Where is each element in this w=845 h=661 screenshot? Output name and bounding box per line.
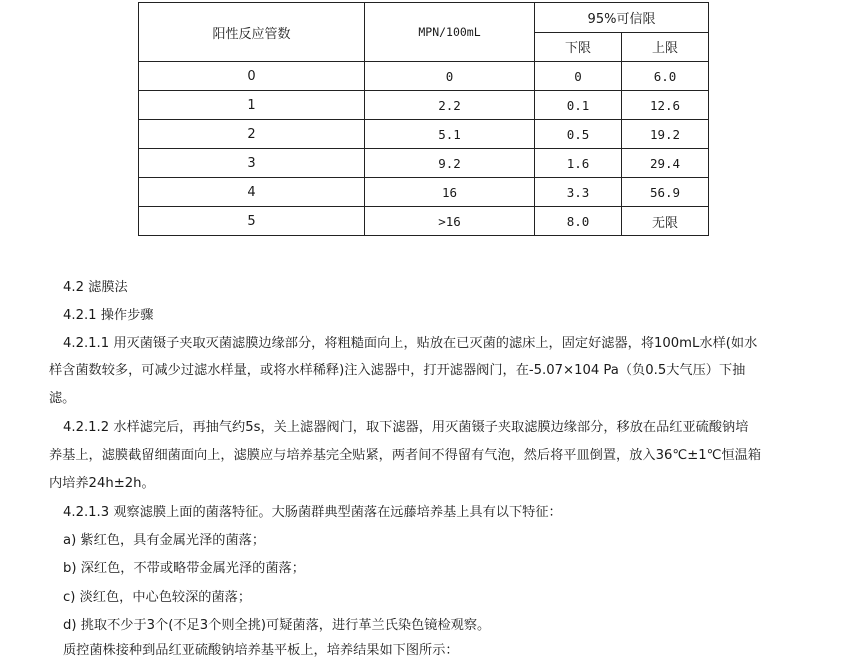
cell-lower: 0.5 xyxy=(535,120,622,149)
header-upper-limit: 上限 xyxy=(622,32,709,62)
header-positive-tubes: 阳性反应管数 xyxy=(139,3,365,62)
cell-upper: 29.4 xyxy=(622,149,709,178)
cell-upper: 56.9 xyxy=(622,178,709,207)
header-mpn: MPN/100mL xyxy=(365,3,535,62)
cell-upper: 6.0 xyxy=(622,62,709,91)
cell-lower: 1.6 xyxy=(535,149,622,178)
section-heading: 4.2 滤膜法 xyxy=(63,280,128,295)
header-lower-limit: 下限 xyxy=(535,32,622,62)
table-row xyxy=(139,62,709,91)
cell-mpn: 16 xyxy=(365,178,535,207)
list-item: d) 挑取不少于3个(不足3个则全挑)可疑菌落，进行革兰氏染色镜检观察。 xyxy=(63,618,491,633)
cell-mpn: 9.2 xyxy=(365,149,535,178)
cell-tubes: 3 xyxy=(139,149,365,178)
table-row xyxy=(139,91,709,120)
paragraph-line: 质控菌株接种到品红亚硫酸钠培养基平板上，培养结果如下图所示： xyxy=(63,643,459,658)
cell-upper: 无限 xyxy=(622,207,709,236)
paragraph-line: 养基上，滤膜截留细菌面向上，滤膜应与培养基完全贴紧，两者间不得留有气泡，然后将平皿倒置，放入36℃±1℃恒温箱 xyxy=(49,448,762,463)
cell-mpn: 5.1 xyxy=(365,120,535,149)
table-row xyxy=(139,149,709,178)
cell-lower: 8.0 xyxy=(535,207,622,236)
cell-tubes: 1 xyxy=(139,91,365,120)
table-row xyxy=(139,120,709,149)
paragraph-line: 4.2.1.3 观察滤膜上面的菌落特征。大肠菌群典型菌落在远藤培养基上具有以下特征： xyxy=(63,505,562,520)
header-confidence-limit: 95%可信限 xyxy=(535,3,709,33)
paragraph-line: 内培养24h±2h。 xyxy=(49,476,155,491)
cell-upper: 12.6 xyxy=(622,91,709,120)
cell-tubes: 2 xyxy=(139,120,365,149)
paragraph-line: 滤。 xyxy=(49,391,76,406)
list-item: a) 紫红色，具有金属光泽的菌落； xyxy=(63,533,266,548)
cell-mpn: 2.2 xyxy=(365,91,535,120)
cell-lower: 3.3 xyxy=(535,178,622,207)
cell-mpn: 0 xyxy=(365,62,535,91)
list-item: c) 淡红色，中心色较深的菌落； xyxy=(63,590,252,605)
cell-upper: 19.2 xyxy=(622,120,709,149)
mpn-table xyxy=(138,2,709,236)
table-row xyxy=(139,178,709,207)
cell-lower: 0.1 xyxy=(535,91,622,120)
subsection-heading: 4.2.1 操作步骤 xyxy=(63,308,154,323)
cell-tubes: 4 xyxy=(139,178,365,207)
cell-mpn: >16 xyxy=(365,207,535,236)
list-item: b) 深红色，不带或略带金属光泽的菌落； xyxy=(63,561,305,576)
mpn-table-container xyxy=(138,2,708,236)
table-row xyxy=(139,207,709,236)
paragraph-line: 4.2.1.2 水样滤完后，再抽气约5s，关上滤器阀门，取下滤器，用灭菌镊子夹取滤膜边缘部分，移放在品红亚硫酸钠培 xyxy=(63,420,749,435)
cell-tubes: 5 xyxy=(139,207,365,236)
cell-lower: 0 xyxy=(535,62,622,91)
paragraph-line: 样含菌数较多，可减少过滤水样量，或将水样稀释)注入滤器中，打开滤器阀门，在-5.07×104 Pa（负0.5大气压）下抽 xyxy=(49,363,746,378)
paragraph-line: 4.2.1.1 用灭菌镊子夹取灭菌滤膜边缘部分，将粗糙面向上，贴放在已灭菌的滤床上，固定好滤器，将100mL水样(如水 xyxy=(63,336,758,351)
table-header-row xyxy=(139,3,709,33)
cell-tubes: 0 xyxy=(139,62,365,91)
